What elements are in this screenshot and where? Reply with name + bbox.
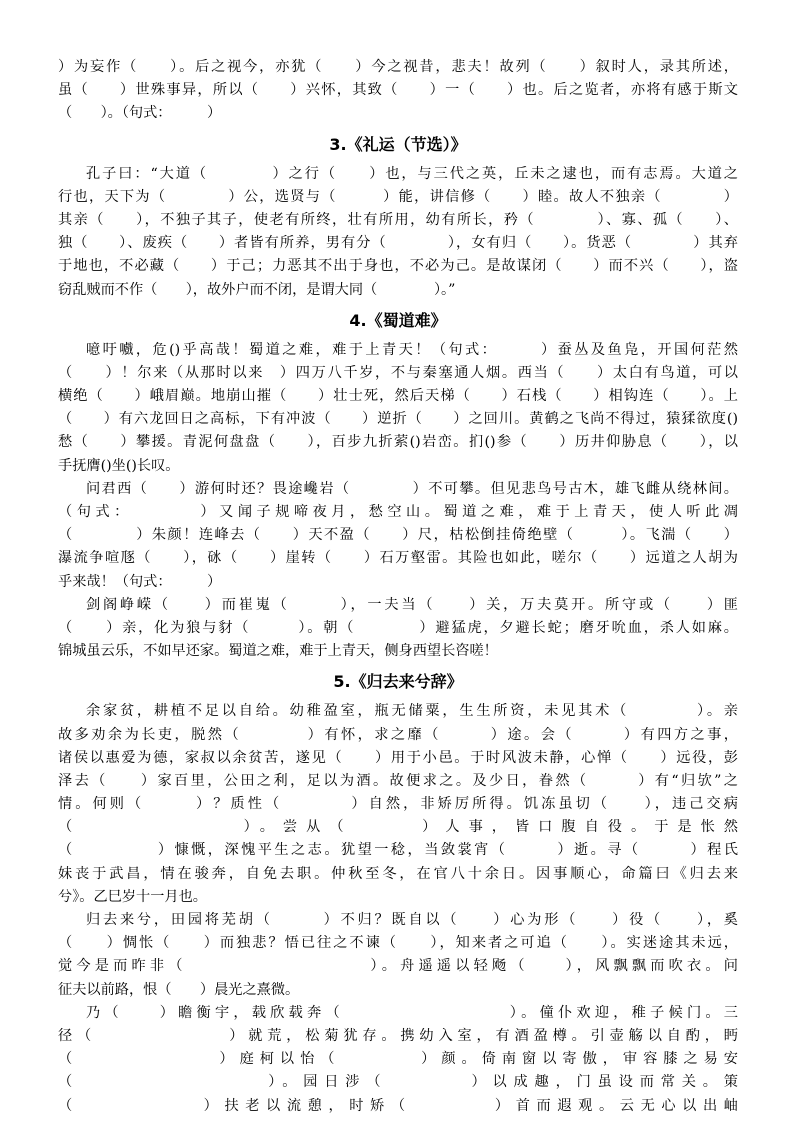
section-shudaonan (58, 303, 738, 664)
text-line: 愁（ ）攀援。青泥何盘盘（ ），百步九折萦()岩峦。扪()参（ ）历井仰胁息（ ），以 (58, 434, 738, 451)
text-line: 归去来兮，田园将芜胡（ ）不归？既自以（ ）心为形（ ）役（ ），奚 (86, 912, 738, 928)
text-line: （ ）亲，化为狼与豺（ ）。朝（ ）避猛虎，夕避长蛇；磨牙吮血，杀人如麻。 (58, 619, 738, 636)
text-line: 径（ ）就荒，松菊犹存。携幼入室，有酒盈樽。引壶觞以自酌，眄 (58, 1027, 738, 1044)
text-line: （ ）庭柯以怡（ ）颜。倚南窗以寄傲，审容膝之易安 (58, 1051, 738, 1068)
text-line: 征夫以前路，恨（ ）晨光之熹微。 (58, 981, 300, 998)
text-line: 锦城虽云乐，不如早还家。蜀道之难，难于上青天，侧身西望长咨嗟！ (58, 643, 498, 660)
text-line: （ ）有六龙回日之高标，下有冲波（ ）逆折（ ）之回川。黄鹤之飞尚不得过，猿猱欲度() (58, 411, 738, 428)
text-line: 虽（ ）世殊事异，所以（ ）兴怀，其致（ ）一（ ）也。后之览者，亦将有感于斯文 (58, 82, 738, 99)
text-line: 故多劝余为长吏，脱然（ ）有怀，求之靡（ ）途。会（ ）有四方之事， (58, 726, 738, 743)
text-line: （ ）！尔来（从那时以来 ）四万八千岁，不与秦塞通人烟。西当（ ）太白有鸟道，可以 (58, 364, 738, 381)
text-line: 行也，天下为（ ）公，选贤与（ ）能，讲信修（ ）睦。故人不独亲（ ） (58, 188, 738, 205)
text-line: 情。何则（ ）？质性（ ）自然，非矫厉所得。饥冻虽切（ ），违己交病 (58, 796, 738, 813)
section-title: 5.《归去来兮辞》 (333, 672, 463, 692)
section-liyun (58, 127, 738, 302)
text-line: 瀑流争喧豗（ ），砯（ ）崖转（ ）石万壑雷。其险也如此，嗟尔（ ）远道之人胡为 (58, 550, 738, 567)
text-line: 诸侯以惠爱为德，家叔以余贫苦，遂见（ ）用于小邑。于时风波未静，心惮（ ）远役，彭 (58, 749, 738, 766)
section-title: 4.《蜀道难》 (349, 310, 447, 330)
text-line: 觉今是而昨非（ ）。舟遥遥以轻飏（ ），风飘飘而吹衣。问 (58, 958, 738, 975)
text-line: 噫吁嚱，危()乎高哉！蜀道之难，难于上青天！（句式： ）蚕丛及鱼凫，开国何茫然 (86, 341, 738, 358)
text-line: （句式： ）又闻子规啼夜月，愁空山。蜀道之难，难于上青天，使人听此凋 (58, 504, 738, 520)
text-line: 于地也，不必藏（ ）于己；力恶其不出于身也，不必为己。是故谋闭（ ）而不兴（ ），盗 (58, 258, 738, 275)
intro-block (58, 56, 738, 126)
text-line: （ ）。尝从（ ）人事，皆口腹自役。于是怅然 (58, 819, 738, 836)
section-title: 3.《礼运（节选）》 (329, 134, 467, 154)
text-line: （ ）慷慨，深愧平生之志。犹望一稔，当敛裳宵（ ）逝。寻（ ）程氏 (58, 842, 738, 859)
text-line: （ ）朱颜！连峰去（ ）天不盈（ ）尺，枯松倒挂倚绝壁（ ）。飞湍（ ） (58, 527, 738, 544)
text-line: （ ）惆怅（ ）而独悲？悟已往之不谏（ ），知来者之可追（ ）。实迷途其未远， (58, 935, 738, 952)
text-line: 独（ ）、废疾（ ）者皆有所养，男有分（ ），女有归（ ）。货恶（ ）其弃 (58, 235, 738, 252)
text-line: 问君西（ ）游何时还？畏途巉岩（ ）不可攀。但见悲鸟号古木，雄飞雌从绕林间。 (86, 480, 738, 497)
text-line: 孔子曰：“大道（ ）之行（ ）也，与三代之英，丘未之逮也，而有志焉。大道之 (86, 165, 738, 182)
text-line: 其亲（ ），不独子其子，使老有所终，壮有所用，幼有所长，矜（ ）、寡、孤（ ）、 (58, 211, 738, 228)
text-line: 乎来哉！（句式： ） (58, 573, 222, 590)
text-line: 乃（ ）瞻衡宇，载欣载奔（ ）。僮仆欢迎，稚子候门。三 (86, 1004, 738, 1021)
text-line: ）为妄作（ ）。后之视今，亦犹（ ）今之视昔，悲夫！故列（ ）叙时人，录其所述， (58, 59, 738, 75)
text-line: （ ）扶老以流憩，时矫（ ）首而遐观。云无心以出岫 (58, 1097, 738, 1114)
text-line: 兮》。乙巳岁十一月也。 (58, 888, 207, 905)
text-line: （ ）。园日涉（ ）以成趣，门虽设而常关。策 (58, 1074, 738, 1091)
text-line: 剑阁峥嵘（ ）而崔嵬（ ），一夫当（ ）关，万夫莫开。所守或（ ）匪 (86, 596, 738, 613)
worksheet-page (58, 56, 738, 1118)
text-line: 泽去（ ）家百里，公田之利，足以为酒。故便求之。及少日，眷然（ ）有“归欤”之 (58, 772, 738, 789)
text-line: （ ）。（句式： ） (58, 105, 222, 122)
section-guiqulaixici (58, 664, 738, 1117)
text-line: 横绝（ ）峨眉巅。地崩山摧（ ）壮士死，然后天梯（ ）石栈（ ）相钩连（ ）。上 (58, 388, 738, 405)
text-line: 窃乱贼而不作（ ），故外户而不闭，是谓大同（ ）。” (58, 281, 456, 298)
text-line: 手抚膺()坐()长叹。 (58, 457, 180, 474)
text-line: 妹丧于武昌，情在骏奔，自免去职。仲秋至冬，在官八十余日。因事顺心，命篇曰《归去来 (58, 865, 738, 882)
text-line: 余家贫，耕植不足以自给。幼稚盈室，瓶无储粟，生生所资，未见其术（ ）。亲 (86, 703, 738, 720)
